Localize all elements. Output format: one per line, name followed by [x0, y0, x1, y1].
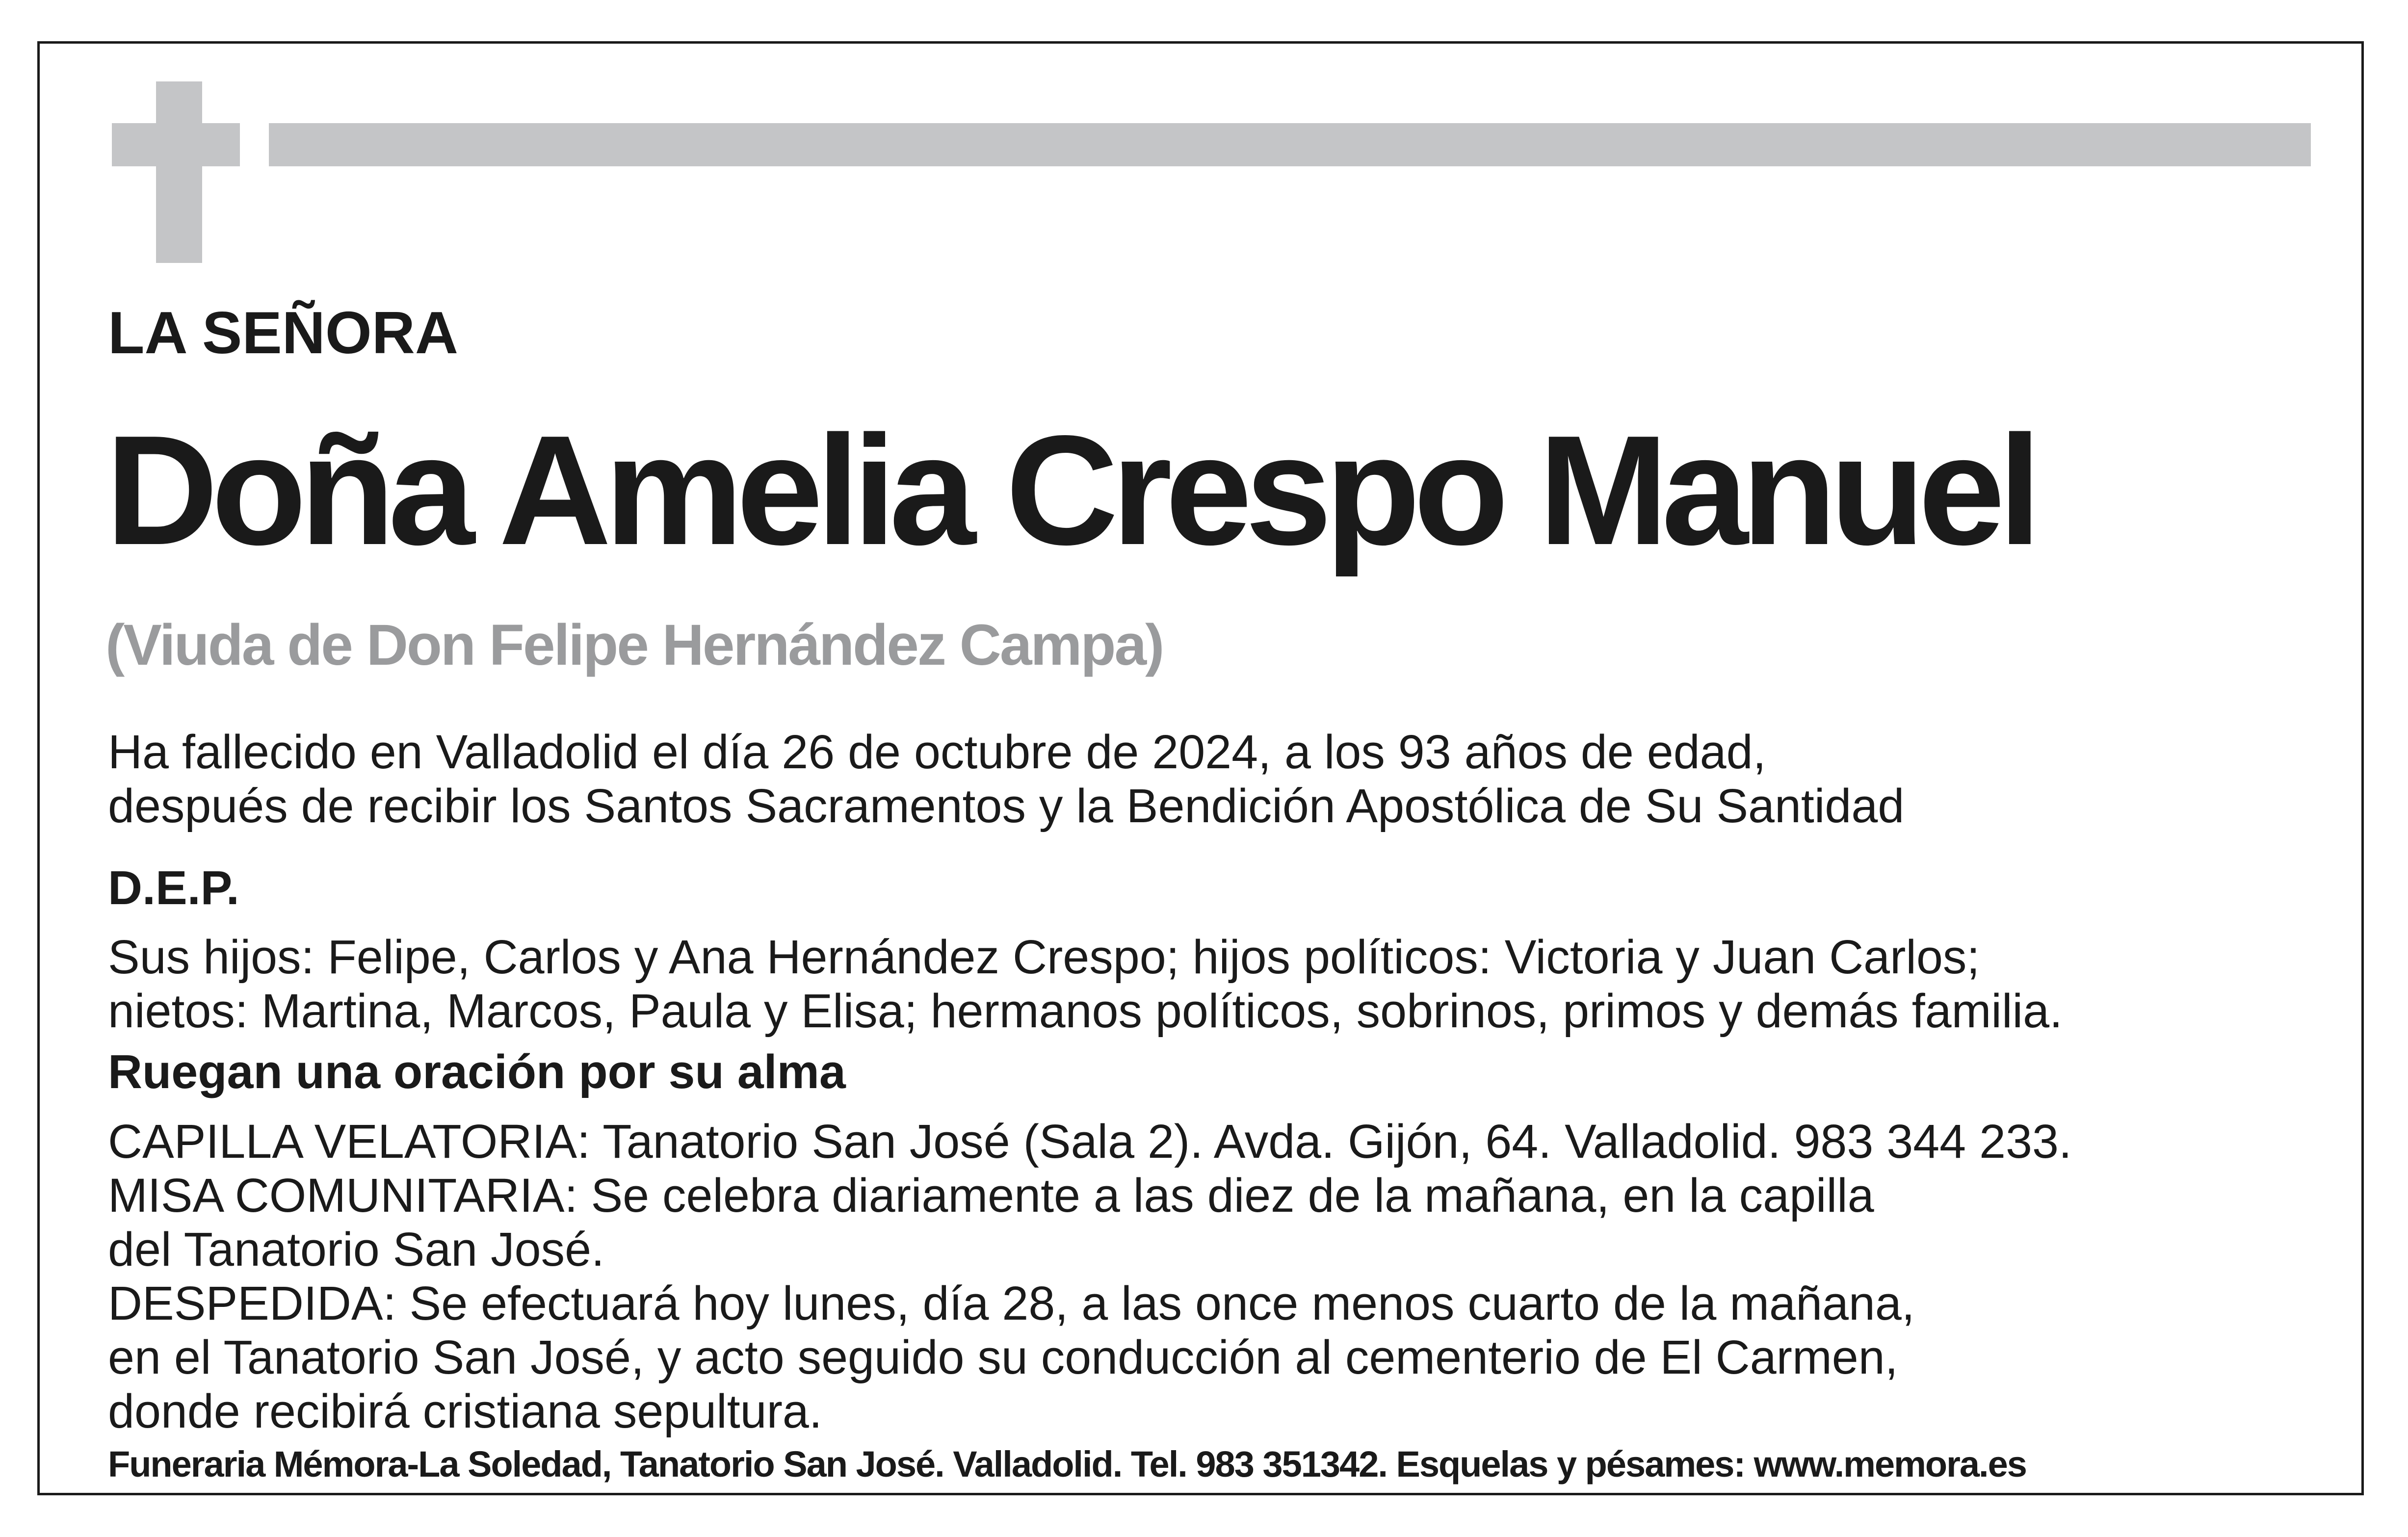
death-announcement	[108, 725, 1904, 833]
service-details	[108, 1115, 2072, 1438]
family-list	[108, 930, 2063, 1038]
prayer-request: Ruegan una oración por su alma	[108, 1045, 846, 1098]
details-line: MISA COMUNITARIA: Se celebra diariamente a las diez de la mañana, en la capilla	[108, 1169, 1874, 1222]
details-line: en el Tanatorio San José, y acto seguido su conducción al cementerio de El Carmen,	[108, 1330, 1898, 1384]
cross-horizontal-bar	[112, 123, 240, 166]
details-line: DESPEDIDA: Se efectuará hoy lunes, día 28, a las once menos cuarto de la mañana,	[108, 1276, 1915, 1330]
death-line: Ha fallecido en Valladolid el día 26 de octubre de 2024, a los 93 años de edad,	[108, 725, 1766, 779]
deceased-name: Doña Amelia Crespo Manuel	[105, 403, 2035, 577]
details-line: CAPILLA VELATORIA: Tanatorio San José (Sala 2). Avda. Gijón, 64. Valladolid. 983 344 233.	[108, 1115, 2072, 1168]
details-line: del Tanatorio San José.	[108, 1223, 605, 1276]
details-line: donde recibirá cristiana sepultura.	[108, 1384, 822, 1438]
widow-of-line: (Viuda de Don Felipe Hernández Campa)	[105, 613, 1163, 677]
family-line: Sus hijos: Felipe, Carlos y Ana Hernández Crespo; hijos políticos: Victoria y Juan Carlos;	[108, 930, 1980, 984]
notice-intro: LA SEÑORA	[108, 299, 458, 366]
death-line: después de recibir los Santos Sacramentos y la Bendición Apostólica de Su Santidad	[108, 779, 1905, 833]
rest-in-peace: D.E.P.	[108, 861, 239, 914]
family-line: nietos: Martina, Marcos, Paula y Elisa; hermanos políticos, sobrinos, primos y demás familia.	[108, 984, 2063, 1038]
header-rule	[269, 123, 2311, 166]
cross-vertical-bar	[156, 81, 202, 263]
funeral-home-footer: Funeraria Mémora-La Soledad, Tanatorio San José. Valladolid. Tel. 983 351342. Esquelas y pésames: www.memora.es	[108, 1444, 2026, 1485]
